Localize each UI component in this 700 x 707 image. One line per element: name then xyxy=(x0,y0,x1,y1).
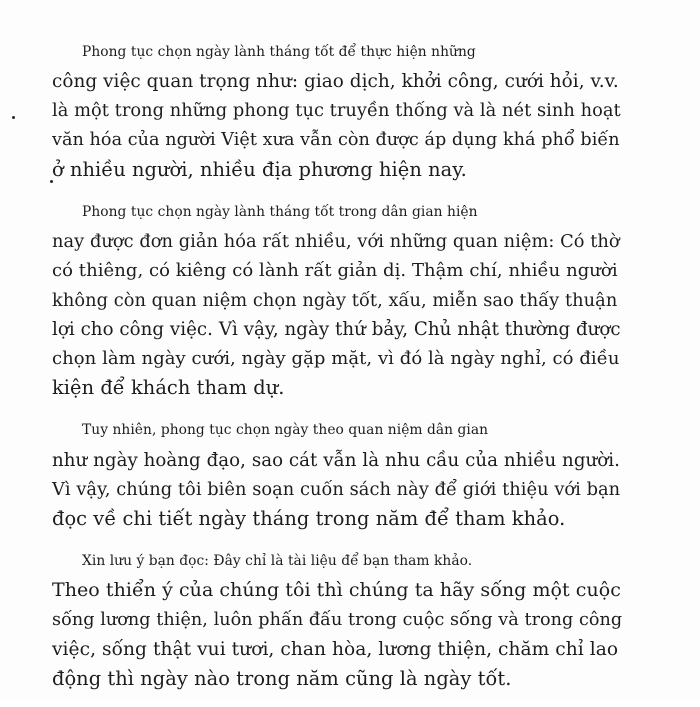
paragraph-3 xyxy=(52,416,622,533)
text-line: Phong tục chọn ngày lành tháng tốt trong dân gian hiện xyxy=(82,204,478,221)
text-line: nay được đơn giản hóa rất nhiều, với những quan niệm: Có thờ xyxy=(52,231,620,253)
text-line: kiện để khách tham dự. xyxy=(52,376,285,400)
text-line: động thì ngày nào trong năm cũng là ngày tốt. xyxy=(52,667,512,691)
text-line: Tuy nhiên, phong tục chọn ngày theo quan niệm dân gian xyxy=(82,422,489,439)
text-line: sống lương thiện, luôn phấn đấu trong cuộc sống và trong công xyxy=(52,609,623,630)
text-line: không còn quan niệm chọn ngày tốt, xấu, miễn sao thấy thuận xyxy=(52,289,618,311)
body-text xyxy=(52,38,622,707)
print-speck xyxy=(12,116,15,119)
paragraph-4 xyxy=(52,547,622,693)
text-line: văn hóa của người Việt xưa vẫn còn được áp dụng khá phổ biến xyxy=(52,129,620,150)
text-line: Phong tục chọn ngày lành tháng tốt để thực hiện những xyxy=(82,44,476,60)
text-line: Theo thiển ý của chúng tôi thì chúng ta hãy sống một cuộc xyxy=(52,579,621,602)
text-line: có thiêng, có kiêng có lành rất giản dị. Thậm chí, nhiều người xyxy=(52,260,618,282)
paragraph-2 xyxy=(52,198,622,402)
text-line: Vì vậy, chúng tôi biên soạn cuốn sách này để giới thiệu với bạn xyxy=(52,478,621,500)
text-line: công việc quan trọng như: giao dịch, khởi công, cưới hỏi, v.v. xyxy=(52,71,619,93)
text-line: chọn làm ngày cưới, ngày gặp mặt, vì đó là ngày nghỉ, có điều xyxy=(52,348,620,370)
text-line: lợi cho công việc. Vì vậy, ngày thứ bảy, Chủ nhật thường được xyxy=(52,318,621,340)
text-line: việc, sống thật vui tươi, chan hòa, lương thiện, chăm chỉ lao xyxy=(52,638,619,660)
text-line: đọc về chi tiết ngày tháng trong năm để tham khảo. xyxy=(52,507,566,531)
text-line: ở nhiều người, nhiều địa phương hiện nay. xyxy=(52,157,467,181)
text-line: là một trong những phong tục truyền thống và là nét sinh hoạt xyxy=(52,100,621,122)
text-line: Xin lưu ý bạn đọc: Đây chỉ là tài liệu để bạn tham khảo. xyxy=(82,553,473,570)
paragraph-1 xyxy=(52,38,622,184)
text-line: như ngày hoàng đạo, sao cát vẫn là nhu cầu của nhiều người. xyxy=(52,449,620,471)
